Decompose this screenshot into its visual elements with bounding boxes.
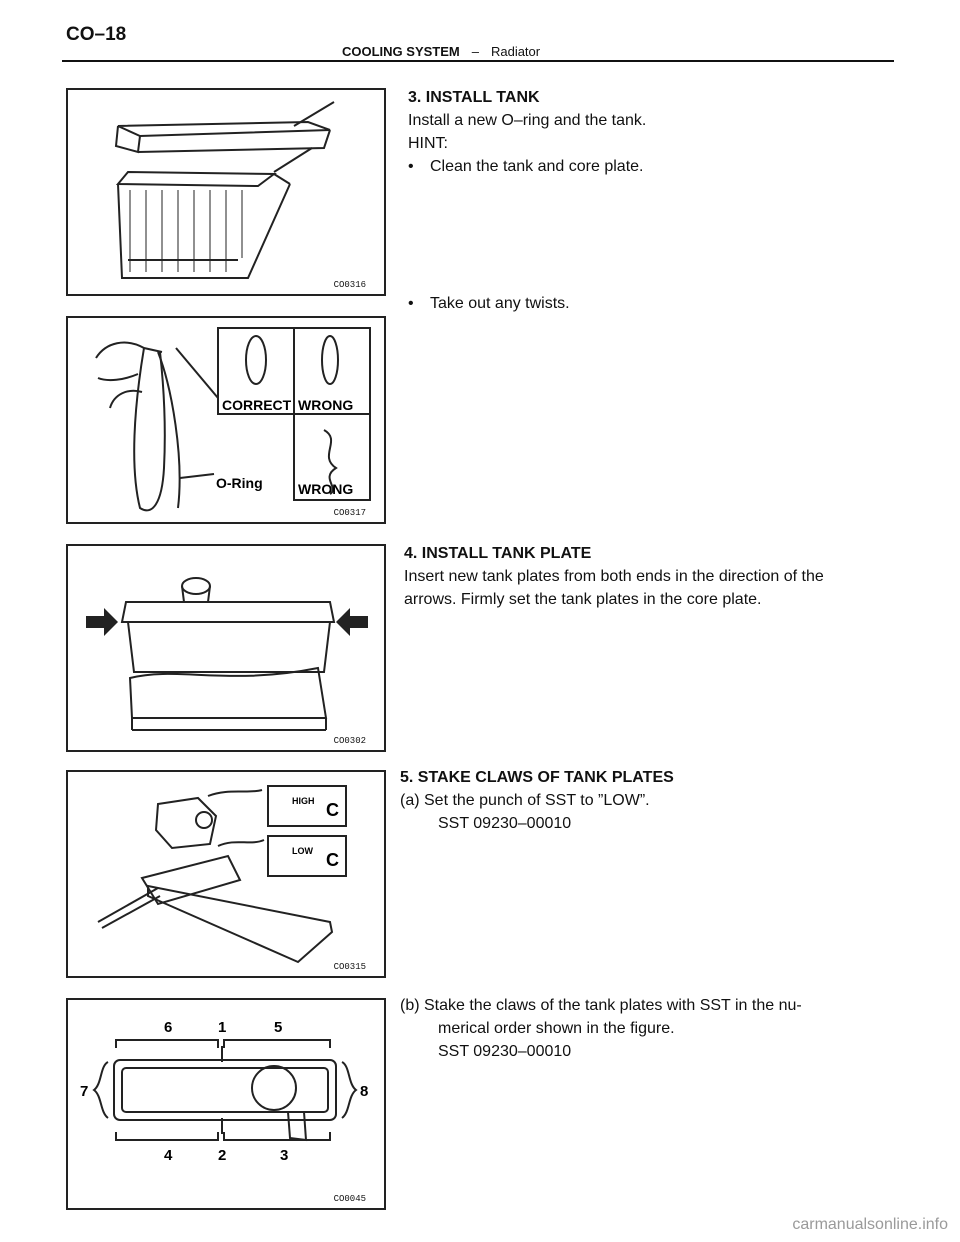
step5a-sst: SST 09230–00010 [438,815,572,832]
subsection-title: Radiator [490,44,541,59]
label-wrong-1: WRONG [298,397,354,413]
step3-bullet-twists [408,292,908,315]
step5a-line: (a) Set the punch of SST to ”LOW”. [400,792,650,809]
order-4: 4 [164,1147,173,1164]
label-high: HIGH [292,796,315,806]
order-6: 6 [164,1019,173,1036]
label-low: LOW [292,846,313,856]
label-wrong-2: WRONG [298,481,354,497]
step4-block [404,542,924,611]
order-5: 5 [274,1019,283,1036]
tank-core-drawing [68,90,384,294]
header-rule [62,60,894,62]
figure-tank-plate [66,544,386,752]
step3-heading: 3. INSTALL TANK [408,89,540,106]
step4-line-2: arrows. Firmly set the tank plates in the core plate. [404,591,762,608]
step5b-sst: SST 09230–00010 [438,1043,572,1060]
page-number: CO–18 [66,24,127,45]
label-correct: CORRECT [222,397,292,413]
step4-line-1: Insert new tank plates from both ends in the direction of the [404,568,824,585]
header-separator: – [471,44,479,59]
step5b-block [400,994,920,1063]
step3-bullet-clean [408,155,908,178]
figure-sst-punch [66,770,386,978]
order-2: 2 [218,1147,227,1164]
label-oring: O-Ring [216,475,263,491]
staking-order-drawing [68,1000,384,1208]
figure-code: CO0045 [333,1194,366,1204]
bullet-text: Clean the tank and core plate. [430,158,644,175]
figure-tank-core [66,88,386,296]
order-1: 1 [218,1019,227,1036]
step3-block [408,86,908,178]
bullet-dot: • [408,295,414,312]
tank-plate-drawing [68,546,384,750]
header-title [342,44,540,59]
order-7: 7 [80,1083,89,1100]
bullet-text: Take out any twists. [430,295,570,312]
oring-drawing [68,318,384,522]
sst-punch-drawing [68,772,384,976]
figure-code: CO0316 [333,280,366,290]
section-title: COOLING SYSTEM [342,44,460,59]
figure-staking-order [66,998,386,1210]
figure-code: CO0317 [333,508,366,518]
arrow-left-icon [336,608,368,636]
step5-block [400,766,920,835]
figure-oring [66,316,386,524]
bullet-dot: • [408,158,414,175]
order-3: 3 [280,1147,289,1164]
label-c-high: C [326,800,339,820]
step3-hint-label: HINT: [408,135,448,152]
step4-heading: 4. INSTALL TANK PLATE [404,545,592,562]
figure-code: CO0315 [333,962,366,972]
watermark: carmanualsonline.info [792,1216,948,1233]
label-c-low: C [326,850,339,870]
step5b-line-2: merical order shown in the figure. [438,1020,675,1037]
order-8: 8 [360,1083,369,1100]
arrow-right-icon [86,608,118,636]
step5-heading: 5. STAKE CLAWS OF TANK PLATES [400,769,674,786]
step3-instruction: Install a new O–ring and the tank. [408,112,647,129]
figure-code: CO0302 [333,736,366,746]
step5b-line-1: (b) Stake the claws of the tank plates with SST in the nu- [400,997,802,1014]
